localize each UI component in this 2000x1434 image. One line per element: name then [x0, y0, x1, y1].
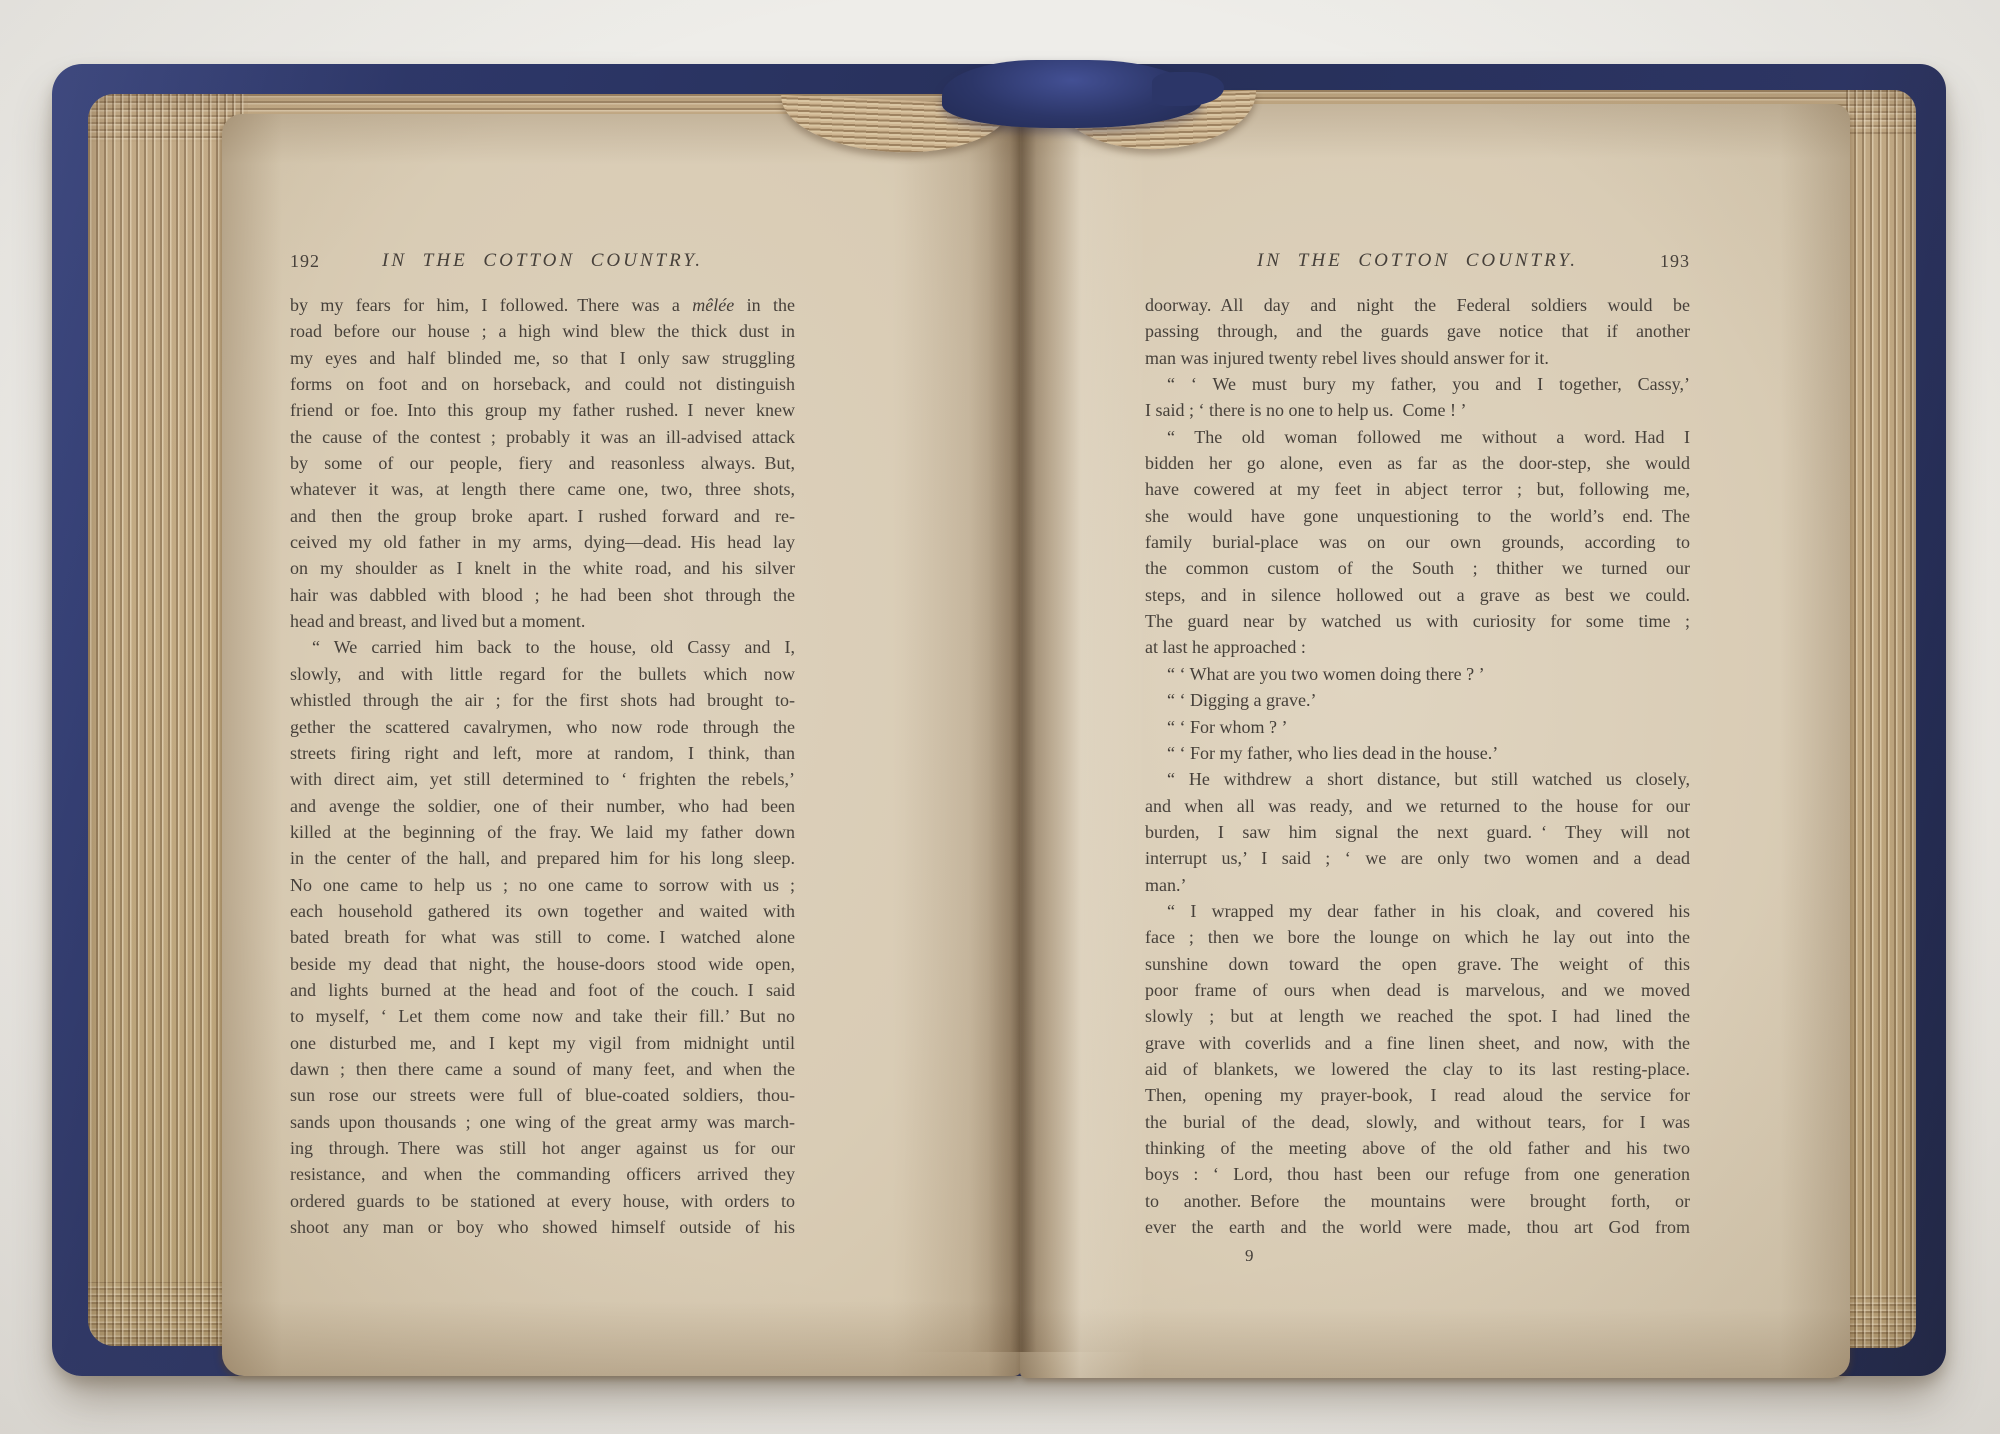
text-line: gether the scattered cavalrymen, who now rode through the: [290, 716, 795, 737]
text-line: ordered guards to be stationed at every house, with orders to: [290, 1190, 795, 1211]
text-line: shoot any man or boy who showed himself outside of his: [290, 1217, 795, 1238]
text-line: friend or foe. Into this group my father rushed. I never knew: [290, 400, 795, 421]
running-title-right: IN THE COTTON COUNTRY.: [1257, 250, 1578, 271]
text-line: the burial of the dead, slowly, and without tears, for I was: [1145, 1111, 1690, 1132]
text-line: burden, I saw him signal the next guard. ‘ They will not: [1145, 821, 1690, 842]
text-line: to another. Before the mountains were brought forth, or: [1145, 1190, 1690, 1211]
page-number-left: 192: [290, 251, 320, 271]
signature-mark: 9: [1245, 1246, 1254, 1265]
text-line: bated breath for what was still to come. I watched alone: [290, 927, 795, 948]
text-line: resistance, and when the commanding officers arrived they: [290, 1164, 795, 1185]
text-line: head and breast, and lived but a moment.: [290, 611, 586, 632]
text-line: face ; then we bore the lounge on which he lay out into the: [1145, 927, 1690, 948]
left-page: [222, 114, 1022, 1376]
text-line: thinking of the meeting above of the old father and his two: [1145, 1138, 1690, 1158]
running-header-left: [290, 250, 795, 280]
text-line: the common custom of the South ; thither we turned our: [1145, 558, 1690, 579]
page-number-right: 193: [1660, 251, 1690, 271]
text-line: slowly, and with little regard for the bullets which now: [290, 663, 795, 684]
text-line: streets firing right and left, more at random, I think, than: [290, 742, 795, 763]
right-page: [1020, 104, 1850, 1378]
running-header-right: [1145, 250, 1690, 280]
text-line: The guard near by watched us with curiosity for some time ;: [1145, 611, 1690, 632]
text-line: “ We carried him back to the house, old Cassy and I,: [312, 637, 795, 658]
text-line: sun rose our streets were full of blue-coated soldiers, thou-: [290, 1085, 795, 1106]
text-line: “ ‘ Digging a grave.’: [1167, 690, 1317, 711]
text-line: family burial-place was on our own grounds, according to: [1145, 532, 1690, 553]
text-line: passing through, and the guards gave notice that if another: [1145, 321, 1690, 342]
text-line: No one came to help us ; no one came to sorrow with us ;: [290, 874, 795, 895]
text-line: and then the group broke apart. I rushed forward and re-: [290, 505, 795, 526]
text-line: in the center of the hall, and prepared him for his long sleep.: [290, 848, 795, 869]
text-line: doorway. All day and night the Federal soldiers would be: [1145, 295, 1690, 315]
text-line: “ ‘ What are you two women doing there ? ’: [1167, 663, 1485, 684]
text-line: “ He withdrew a short distance, but still watched us closely,: [1167, 769, 1690, 790]
text-line: she would have gone unquestioning to the world’s end. The: [1145, 505, 1690, 526]
text-line: slowly ; but at length we reached the spot. I had lined the: [1145, 1006, 1690, 1027]
text-line: man was injured twenty rebel lives should answer for it.: [1145, 347, 1549, 368]
text-line: and lights burned at the head and foot of the couch. I said: [290, 979, 795, 1000]
text-line: to myself, ‘ Let them come now and take their fill.’ But no: [290, 1006, 795, 1027]
text-line: Then, opening my prayer-book, I read aloud the service for: [1145, 1085, 1690, 1106]
text-line: hair was dabbled with blood ; he had been shot through the: [290, 584, 795, 605]
text-line: “ ‘ For my father, who lies dead in the house.’: [1167, 742, 1499, 763]
text-line: one disturbed me, and I kept my vigil from midnight until: [290, 1032, 795, 1053]
text-line: forms on foot and on horseback, and could not distinguish: [290, 374, 795, 395]
text-line: I said ; ‘ there is no one to help us. Come ! ’: [1145, 400, 1467, 421]
text-line: each household gathered its own together and waited with: [290, 900, 795, 921]
text-line: by some of our people, fiery and reasonless always. But,: [290, 453, 795, 474]
left-page-lines: [290, 292, 795, 1240]
text-line: aid of blankets, we lowered the clay to its last resting-place.: [1145, 1058, 1690, 1079]
right-page-lines: [1145, 292, 1690, 1240]
text-line: ever the earth and the world were made, thou art God from: [1145, 1217, 1690, 1238]
text-line: beside my dead that night, the house-doors stood wide open,: [290, 953, 795, 974]
text-line: and when all was ready, and we returned to the house for our: [1145, 795, 1690, 816]
text-line: by my fears for him, I followed. There was a mêlée in the: [290, 295, 795, 315]
text-line: boys : ‘ Lord, thou hast been our refuge from one generation: [1145, 1164, 1690, 1185]
text-line: the cause of the contest ; probably it was an ill-advised attack: [290, 426, 795, 447]
text-line: steps, and in silence hollowed out a grave as best we could.: [1145, 584, 1690, 605]
text-line: dawn ; then there came a sound of many feet, and when the: [290, 1058, 795, 1079]
text-line: with direct aim, yet still determined to ‘ frighten the rebels,’: [290, 769, 795, 790]
text-line: whatever it was, at length there came one, two, three shots,: [290, 479, 795, 500]
text-line: “ I wrapped my dear father in his cloak, and covered his: [1167, 900, 1690, 921]
text-line: bidden her go alone, even as far as the door-step, she would: [1145, 453, 1690, 474]
text-line: at last he approached :: [1145, 637, 1306, 658]
text-line: my eyes and half blinded me, so that I only saw struggling: [290, 347, 795, 368]
text-line: “ ‘ We must bury my father, you and I together, Cassy,’: [1167, 374, 1690, 395]
text-line: have cowered at my feet in abject terror ; but, following me,: [1145, 479, 1690, 500]
text-line: killed at the beginning of the fray. We laid my father down: [290, 821, 795, 842]
text-line: “ ‘ For whom ? ’: [1167, 716, 1288, 737]
text-line: on my shoulder as I knelt in the white road, and his silver: [290, 558, 795, 579]
text-line: man.’: [1145, 874, 1187, 895]
spine-cloth: [942, 60, 1202, 128]
text-line: interrupt us,’ I said ; ‘ we are only two women and a dead: [1145, 848, 1690, 869]
text-line: grave with coverlids and a fine linen sheet, and now, with the: [1145, 1032, 1690, 1053]
text-line: sands upon thousands ; one wing of the great army was march-: [290, 1111, 795, 1132]
running-title-left: IN THE COTTON COUNTRY.: [382, 250, 703, 271]
text-line: ceived my old father in my arms, dying—dead. His head lay: [290, 532, 795, 553]
text-line: and avenge the soldier, one of their number, who had been: [290, 795, 795, 816]
text-line: ing through. There was still hot anger against us for our: [290, 1138, 795, 1158]
text-line: sunshine down toward the open grave. The weight of this: [1145, 953, 1690, 974]
text-line: “ The old woman followed me without a word. Had I: [1167, 426, 1690, 447]
book: [52, 64, 1946, 1376]
text-line: poor frame of ours when dead is marvelous, and we moved: [1145, 979, 1690, 1000]
text-line: road before our house ; a high wind blew the thick dust in: [290, 321, 795, 342]
text-line: whistled through the air ; for the first shots had brought to-: [290, 690, 795, 711]
